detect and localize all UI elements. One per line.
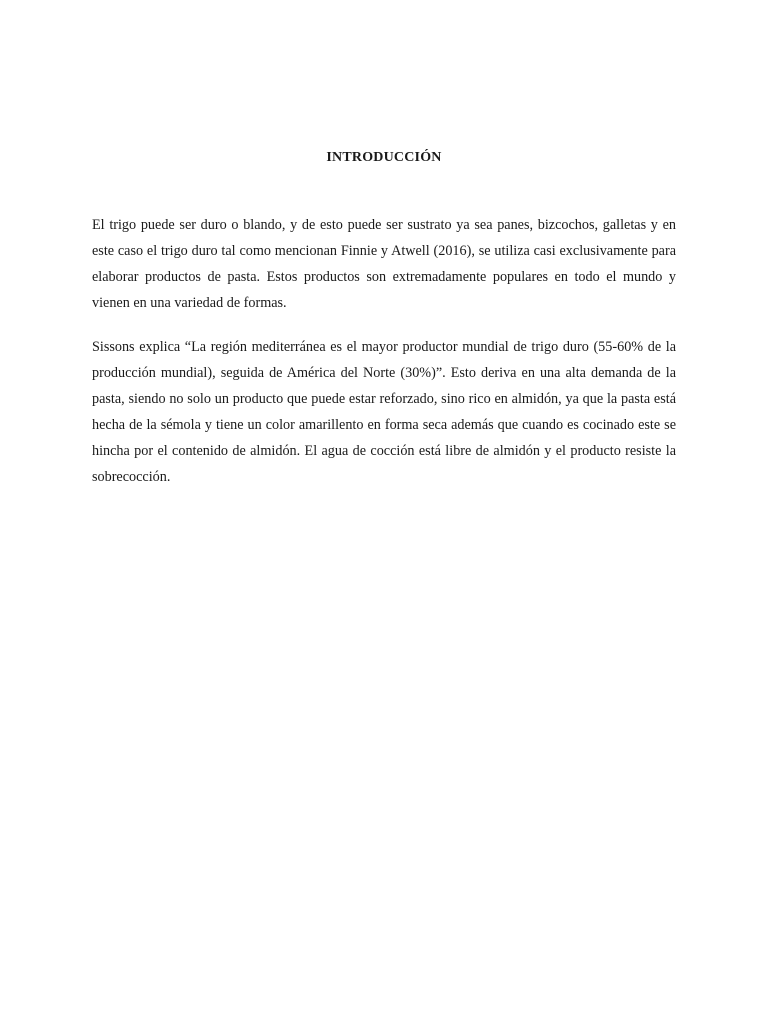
section-heading: INTRODUCCIÓN [326,150,442,165]
paragraph-2: Sissons explica “La región mediterránea es el mayor productor mundial de trigo duro (55-60% de la producción mundial), seguida de América del Norte (30%)”. Esto deriva en una alta demanda de la pasta, siendo no solo un producto que puede estar reforzado, sino rico en almidón, ya que la pasta está hecha de la sémola y tiene un color amarillento en forma seca además que cuando es cocinado este se hincha por el contenido de almidón. El agua de cocción está libre de almidón y el producto resiste la sobrecocción. [92,339,676,486]
paragraph-1: El trigo puede ser duro o blando, y de esto puede ser sustrato ya sea panes, bizcochos, galletas y en este caso el trigo duro tal como mencionan Finnie y Atwell (2016), se utiliza casi exclusivamente para elaborar productos de pasta. Estos productos son extremadamente populares en todo el mundo y vienen en una variedad de formas. [92,217,676,312]
